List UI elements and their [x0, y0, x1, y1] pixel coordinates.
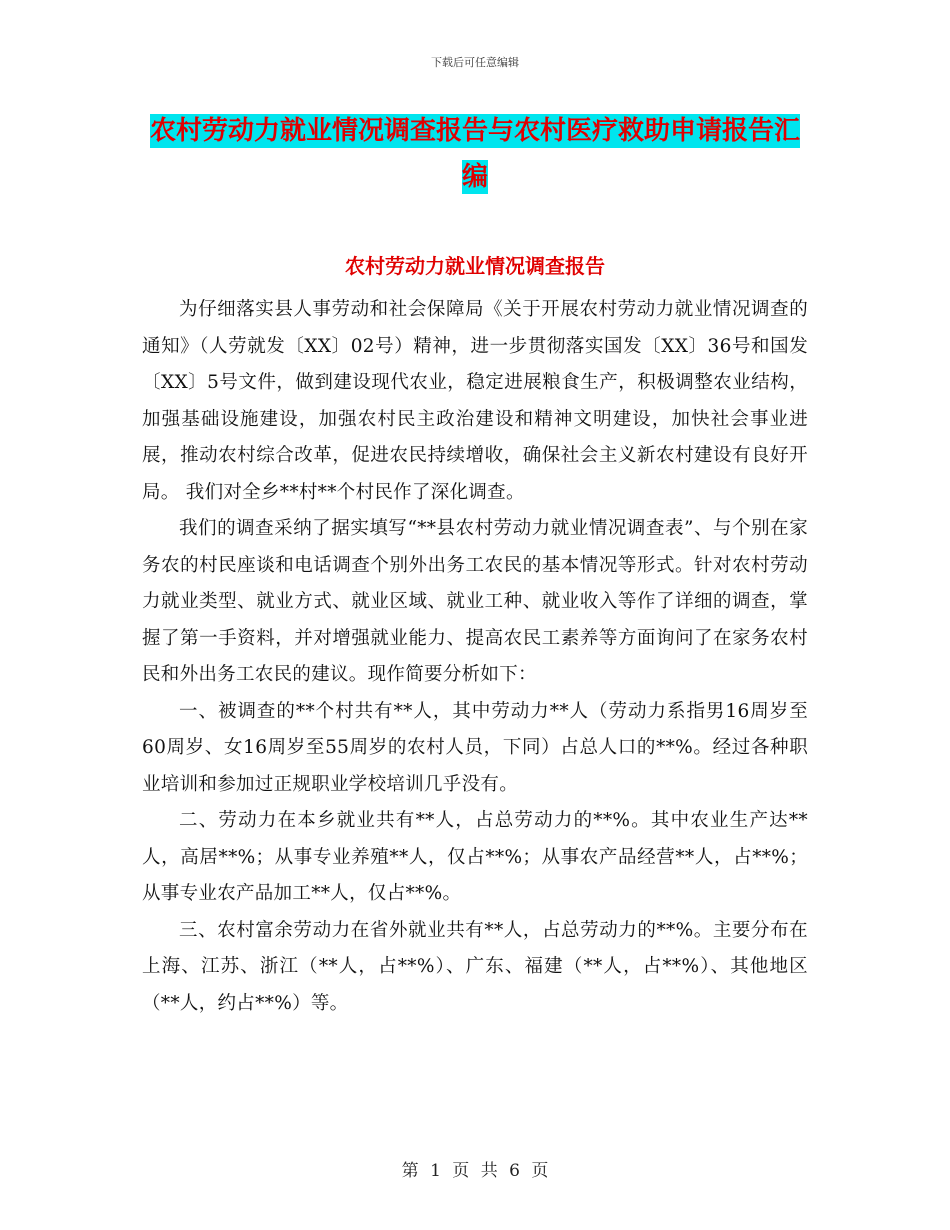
header-note: 下载后可任意编辑: [431, 56, 519, 69]
main-title-text: 农村劳动力就业情况调查报告与农村医疗救助申请报告汇编: [149, 116, 800, 192]
section-title: 农村劳动力就业情况调查报告: [345, 254, 605, 278]
page-number: 第 1 页 共 6 页: [401, 1161, 549, 1181]
paragraph: 三、农村富余劳动力在省外就业共有**人，占总劳动力的**%。主要分布在上海、江苏、浙江（**人，占**%）、广东、福建（**人，占**%）、其他地区（**人，约占**%）等。: [142, 919, 808, 1014]
body-text: [142, 292, 808, 1022]
paragraph: 一、被调查的**个村共有**人，其中劳动力**人（劳动力系指男16周岁至60周岁、女16周岁至55周岁的农村人员，下同）占总人口的**%。经过各种职业培训和参加过正规职业学校培训几乎没有。: [142, 700, 808, 795]
paragraph: 我们的调查采纳了据实填写“**县农村劳动力就业情况调查表”、与个别在家务农的村民座谈和电话调查个别外出务工农民的基本情况等形式。针对农村劳动力就业类型、就业方式、就业区域、就业工种、就业收入等作了详细的调查，掌握了第一手资料，并对增强就业能力、提高农民工素养等方面询问了在家务农村民和外出务工农民的建议。现作简要分析如下：: [142, 518, 808, 685]
paragraph: 二、劳动力在本乡就业共有**人，占总劳动力的**%。其中农业生产达**人，高居**%；从事专业养殖**人，仅占**%；从事农产品经营**人，占**%；从事专业农产品加工**人，仅占**%。: [142, 810, 808, 904]
paragraph: 为仔细落实县人事劳动和社会保障局《关于开展农村劳动力就业情况调查的通知》（人劳就发〔XX〕02号）精神，进一步贯彻落实国发〔XX〕36号和国发〔XX〕5号文件，做到建设现代农业，稳定进展粮食生产，积极调整农业结构，加强基础设施建设，加强农村民主政治建设和精神文明建设，加快社会事业进展，推动农村综合改革，促进农民持续增收，确保社会主义新农村建设有良好开局。 我们对全乡**村**个村民作了深化调查。: [142, 299, 808, 503]
main-title: [140, 108, 810, 200]
